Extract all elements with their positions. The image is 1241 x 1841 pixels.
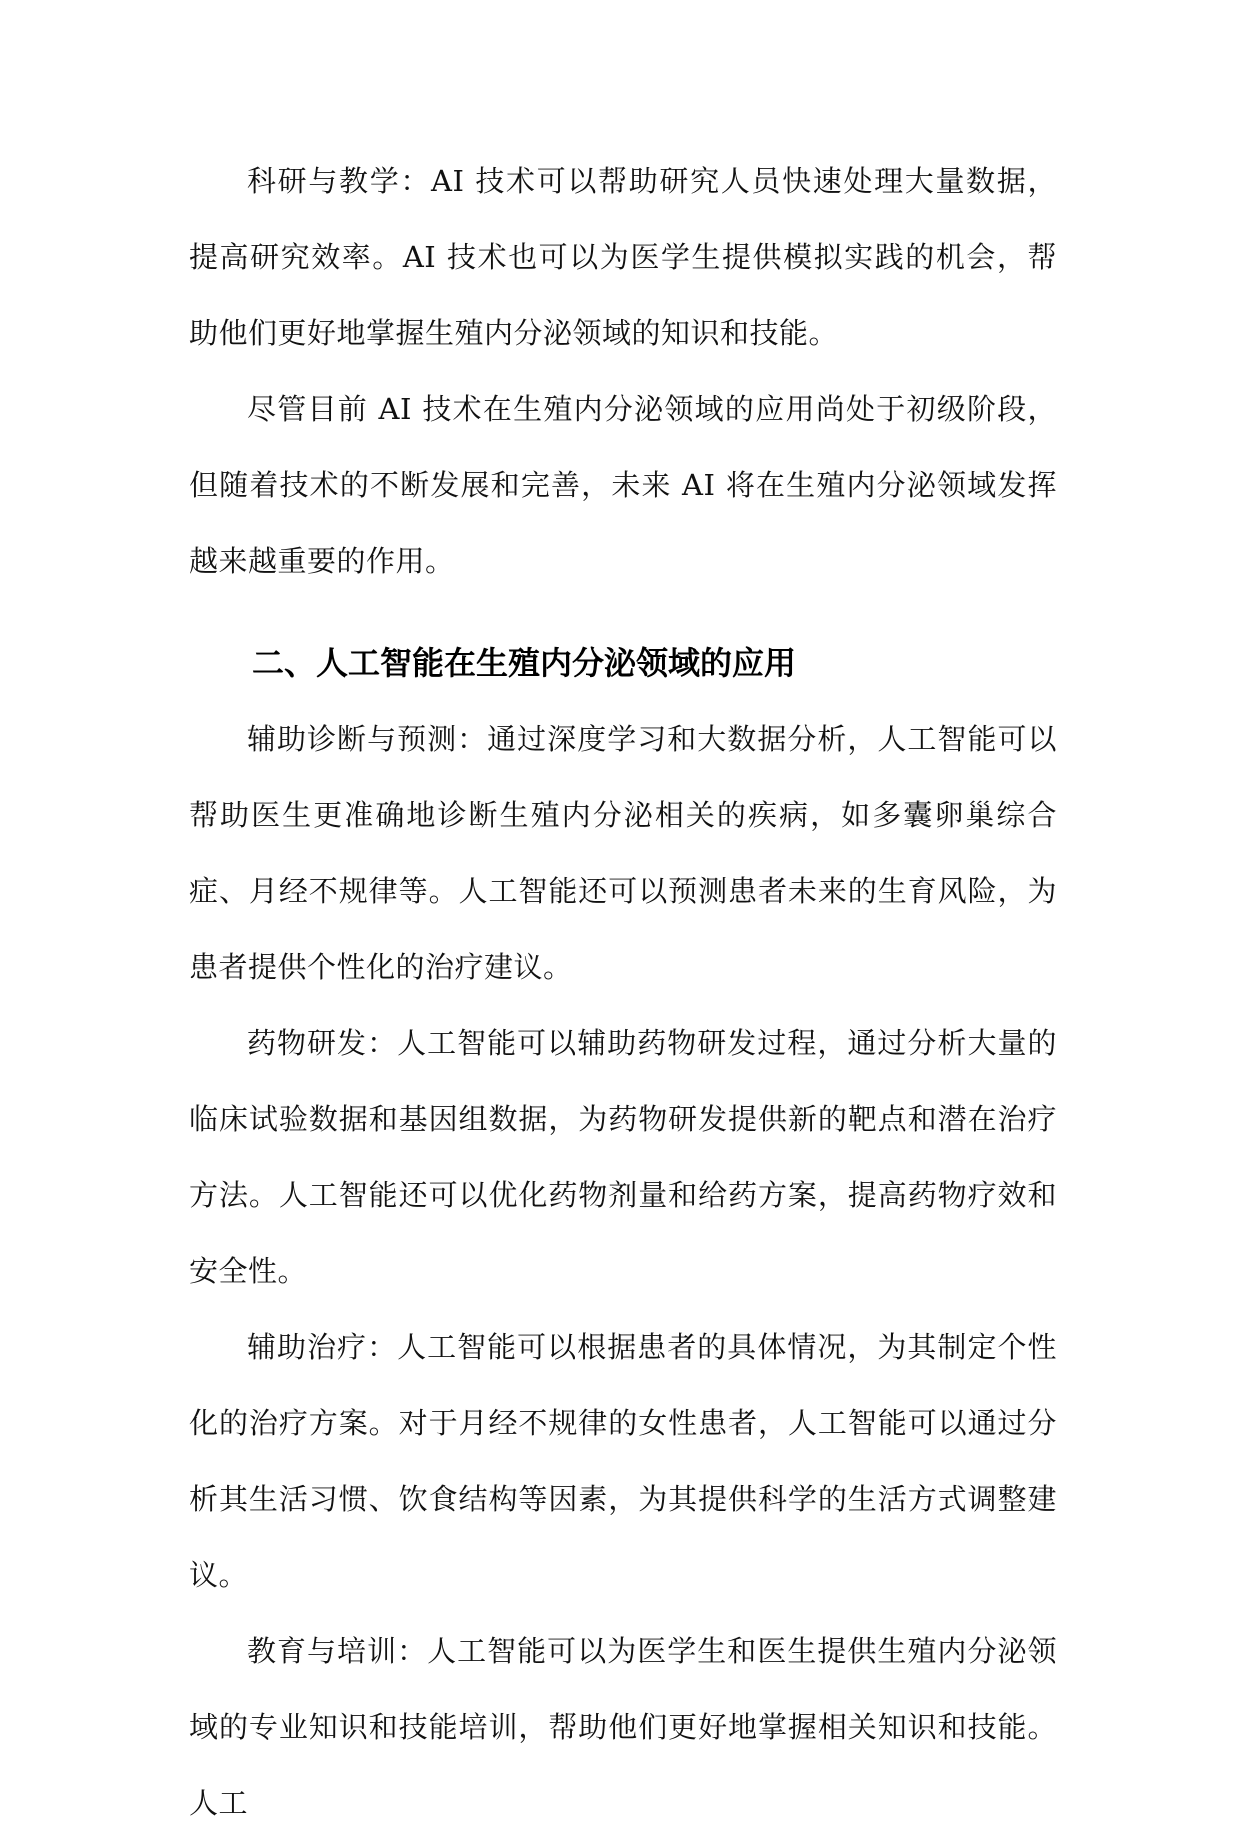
paragraph-research-teaching: 科研与教学：AI 技术可以帮助研究人员快速处理大量数据，提高研究效率。AI 技术也可以为医学生提供模拟实践的机会，帮助他们更好地掌握生殖内分泌领域的知识和技能。: [189, 164, 1057, 350]
paragraph-assisted-treatment: 辅助治疗：人工智能可以根据患者的具体情况，为其制定个性化的治疗方案。对于月经不规律的女性患者，人工智能可以通过分析其生活习惯、饮食结构等因素，为其提供科学的生活方式调整建议。: [189, 1330, 1057, 1592]
section-heading: 二、人工智能在生殖内分泌领域的应用: [252, 644, 797, 682]
paragraph-education-training: 教育与培训：人工智能可以为医学生和医生提供生殖内分泌领域的专业知识和技能培训，帮助他们更好地掌握相关知识和技能。人工: [189, 1634, 1057, 1820]
paragraph-outlook: 尽管目前 AI 技术在生殖内分泌领域的应用尚处于初级阶段，但随着技术的不断发展和完善，未来 AI 将在生殖内分泌领域发挥越来越重要的作用。: [189, 392, 1057, 578]
paragraph-drug-development: 药物研发：人工智能可以辅助药物研发过程，通过分析大量的临床试验数据和基因组数据，为药物研发提供新的靶点和潜在治疗方法。人工智能还可以优化药物剂量和给药方案，提高药物疗效和安全性。: [189, 1026, 1057, 1288]
document-body: [189, 143, 1057, 1841]
paragraph-diagnosis-prediction: 辅助诊断与预测：通过深度学习和大数据分析，人工智能可以帮助医生更准确地诊断生殖内分泌相关的疾病，如多囊卵巢综合症、月经不规律等。人工智能还可以预测患者未来的生育风险，为患者提供个性化的治疗建议。: [189, 722, 1057, 984]
